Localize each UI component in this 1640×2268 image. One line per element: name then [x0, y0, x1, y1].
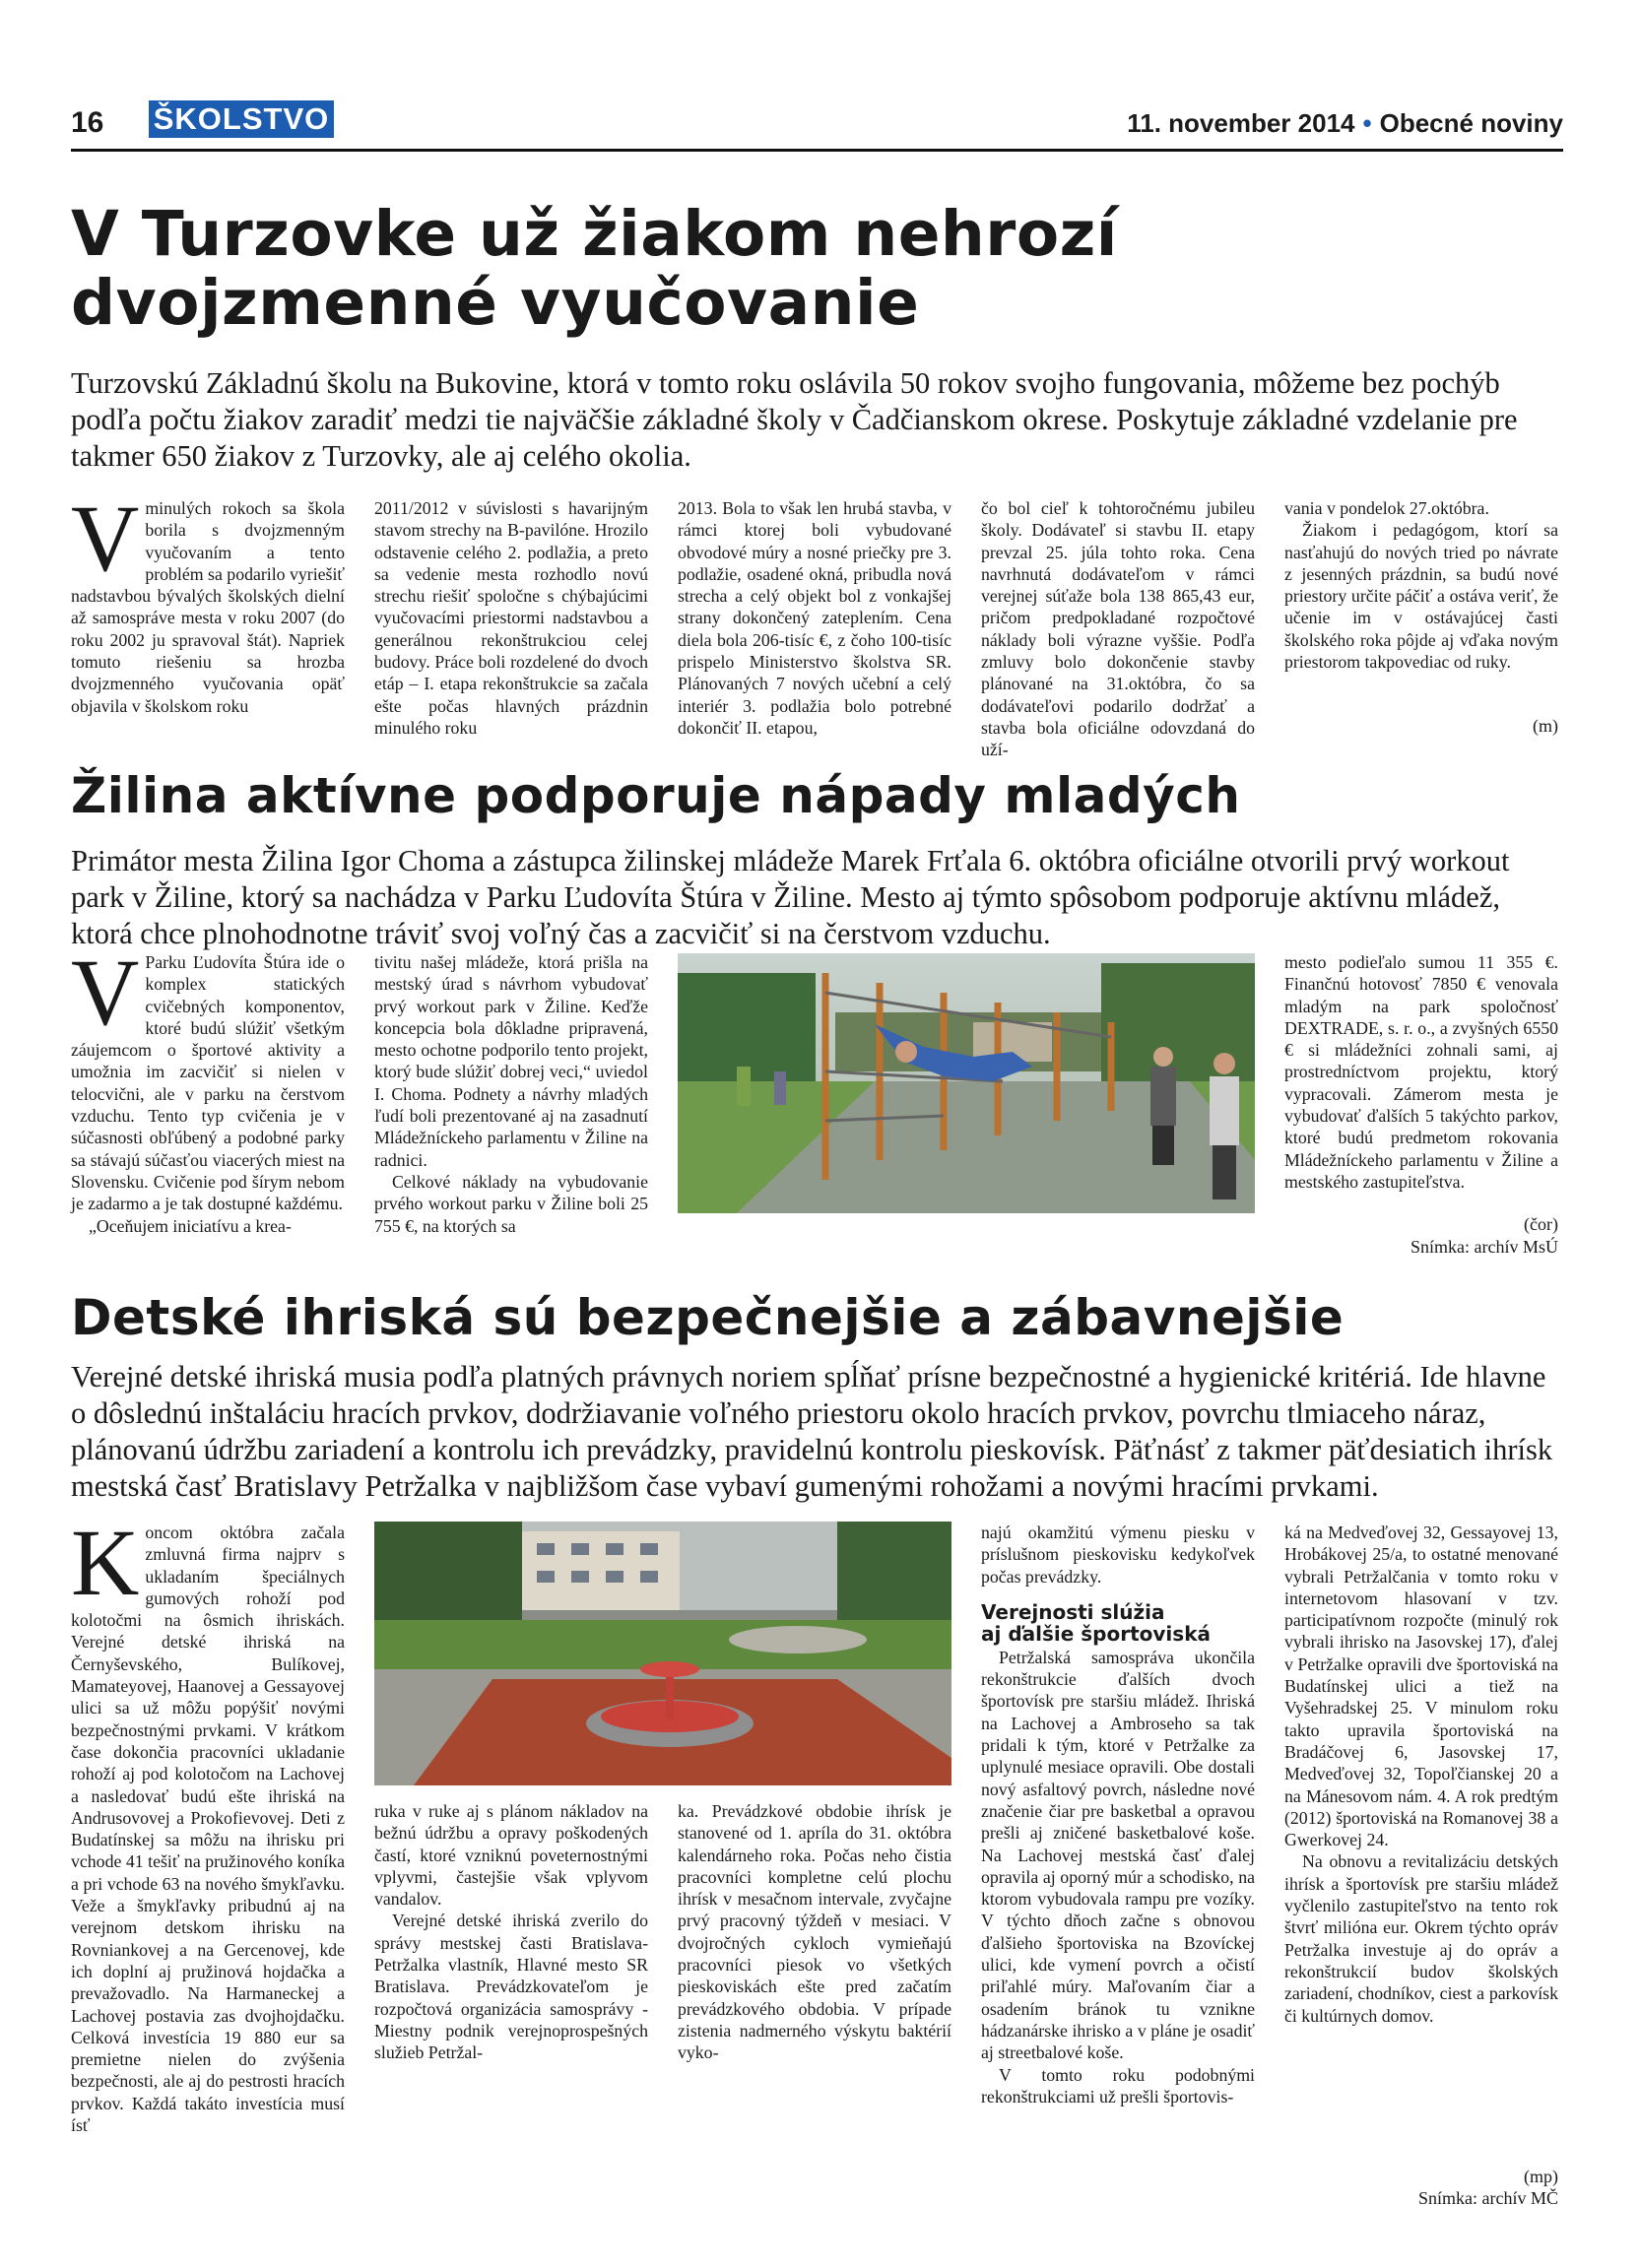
article1-col5 [1284, 497, 1558, 673]
header-separator: • [1362, 108, 1372, 138]
article3-dropcap: K [71, 1510, 140, 1615]
article3-col1-text: oncom októbra začala zmluvná firma najprv s ukladaním špeciálnych gumových rohoží pod kolotočmi na ôsmich ihriskách. Verejné detské ihriská na Černyševského, Bulíkovej, Mamateyovej, Haanovej a Gessayovej ulici sa už môžu popýšiť novými bezpečnostnými prvkami. V krátkom čase dokončia pracovníci ukladanie rohoží aj pod kolotočom na Lachovej a nasledovať budú ešte ihriská na Andrusovovej a Prokofievovej. Deti z Budatínskej sa môžu na ihrisku pri vchode 41 tešiť na pružinového koníka a pri vchode 63 na nového šmykľavku. Veže a šmykľavky pribudnú aj na verejnom detskom ihrisku na Rovniankovej a na Gercenovej, kde ich doplní aj pružinová hojdačka a prevažovadlo. Na Harmaneckej a Lachovej postavia zas dvojhojdačku. Celková investícia 19 880 eur sa premietne nielen do zvýšenia bezpečnosti, ale aj do pestrosti hracích prvkov. Každá takáto investícia musí ísť [71, 1523, 345, 2136]
article1-col5-p2: Žiakom i pedagógom, ktorí sa nasťahujú do nových tried po návrate z jesenných prázdnin, sa budú nové priestory určite páčiť a ostáva veriť, že učenie im v ostávajúcej časti školského roka pôjde aj vďaka novým priestorom takpovediac od ruky. [1284, 520, 1558, 673]
article1-dropcap: V [71, 486, 140, 591]
section-label: ŠKOLSTVO [149, 100, 334, 138]
playground-photo [374, 1522, 951, 1785]
article3-col4 [981, 1522, 1255, 2107]
article3-lead: Verejné detské ihriská musia podľa platných právnych noriem spĺňať prísne bezpečnostné a hygienické kritériá. Ide hlavne o dôslednú inštaláciu hracích prvkov, dodržiavanie voľného priestoru okolo hracích prvkov, povrchu tlmiaceho náraz, plánovanú údržbu zariadení a kontrolu ich prevádzky, pravidelnú kontrolu pieskovísk. Päťnásť z takmer päťdesiatich ihrísk mestská časť Bratislavy Petržalka v najbližšom čase vybaví gumenými rohožami a novými hracími prvkami. [71, 1360, 1553, 1503]
article3-subhead [981, 1601, 1255, 1645]
publication-name: Obecné noviny [1379, 108, 1563, 138]
workout-park-photo [678, 953, 1255, 1213]
article1-signature: (m) [1533, 716, 1558, 736]
page-number: 16 [71, 106, 104, 139]
article3-signature: (mp) [1524, 2167, 1558, 2186]
article3-headline: Detské ihriská sú bezpečnejšie a zábavnejšie [71, 1289, 1345, 1346]
article3-col4-p1: najú okamžitú výmenu piesku v príslušnom pieskovisku kedykoľvek počas prevádzky. [981, 1523, 1255, 1587]
article3-subhead-line1: Verejnosti slúžia [981, 1599, 1165, 1624]
article3-col1 [71, 1510, 345, 2136]
header-dateline [1127, 108, 1563, 139]
article1-col3: 2013. Bola to však len hrubá stavba, v rámci ktorej boli vybudované obvodové múry a nosné priečky pre 3. podlažie, osadené okná, pribudla nová strecha a celý objekt bol z vonkajšej strany dokončený zateplením. Cena diela bola 206-tisíc €, z čoho 100-tisíc prispelo Ministerstvo školstva SR. Plánovaných 7 nových učební a celý interiér 3. podlažia bolo potrebné dokončiť II. etapou, [678, 498, 951, 738]
article2-col1-text: Parku Ľudovíta Štúra ide o komplex statických cvičebných komponentov, ktoré budú slúžiť všetkým záujemcom o športové aktivity a umožnia im zacvičiť si nielen v telocvični, ale v parku na čerstvom vzduchu. Tento typ cvičenia je v súčasnosti obľúbený a podobné parky sa stávajú súčasťou viacerých miest na Slovensku. Cvičenie pod šírym nebom je zadarmo a je tak dostupné každému. [71, 952, 345, 1214]
playground-photo-image [374, 1522, 951, 1785]
article3-col2-p2: Verejné detské ihriská zverilo do správy mestskej časti Bratislava-Petržalka vlastník, Hlavné mesto SR Bratislava. Prevádzkovateľom je rozpočtová organizácia samosprávy - Miestny podnik verejnoprospešných služieb Petržal- [374, 1911, 648, 2063]
article2-col3: mesto podieľalo sumou 11 355 €. Finančnú hotovosť 7850 € venovala mladým na park spoločnosť DEXTRADE, s. r. o., a zvyšných 6550 € si mládežníci zohnali sami, aj prostredníctvom projektu, ktorý vypracovali. Zámerom mesta je vybudovať ďalších 5 takýchto parkov, ktoré budú predmetom rokovania Mládežníckeho parlamentu v Žiline a mestského zastupiteľstva. [1284, 952, 1558, 1192]
workout-photo-image [678, 953, 1255, 1213]
article3-col5-p2: Na obnovu a revitalizáciu detských ihrísk a športovísk pre staršiu mládež vyčlenilo zastupiteľstvo na tento rok štvrť milióna eur. Okrem týchto opráv Petržalka investuje aj do opráv a rekonštrukcií budov školských zariadení, chodníkov, ciest a parkovísk či kultúrnych domov. [1284, 1851, 1558, 2026]
article1-col1 [71, 486, 345, 717]
article2-col2-p1: tivitu našej mládeže, ktorá prišla na mestský úrad s návrhom vybudovať prvý workout park v Žiline. Keďže koncepcia bola dôkladne pripravená, mesto ochotne podporilo tento projekt, ktorý bude slúžiť dobrej veci,“ uviedol I. Choma. Podnety a návrhy mladých ľudí boli prezentované aj na zasadnutí Mládežníckeho parlamentu v Žiline na radnici. [374, 952, 648, 1170]
article1-col4: čo bol cieľ k tohtoročnému jubileu školy. Dodávateľ si stavbu II. etapy prevzal 25. júla tohto roka. Cena navrhnutá dodávateľom v rámci verejnej súťaže bola 138 865,43 eur, pričom predpokladané rozpočtové náklady boli výrazne vyššie. Podľa zmluvy bolo dokončenie stavby plánované na 31.októbra, čo sa dodávateľovi podarilo dodržať a stavba bola oficiálne odovzdaná do uží- [981, 498, 1255, 760]
article2-lead: Primátor mesta Žilina Igor Choma a zástupca žilinskej mládeže Marek Frťala 6. októbra oficiálne otvorili prvý workout park v Žiline, ktorý sa nachádza v Parku Ľudovíta Štúra v Žiline. Mesto aj týmto spôsobom podporuje aktívnu mládež, ktorá chce plnohodnotne tráviť svoj voľný čas a zacvičiť si na čerstvom vzduchu. [71, 844, 1510, 950]
article1-headline-line1: V Turzovke už žiakom nehrozí [71, 198, 1118, 270]
article3-subhead-line2: aj ďalšie športoviská [981, 1621, 1211, 1646]
article1-lead: Turzovskú Základnú školu na Bukovine, ktorá v tomto roku oslávila 50 rokov svojho fungovania, môžeme bez pochýb podľa počtu žiakov zaradiť medzi tie najväčšie základné školy v Čadčianskom okrese. Poskytuje základné vzdelanie pre takmer 650 žiakov z Turzovky, ale aj celého okolia. [71, 366, 1518, 473]
article1-headline [71, 200, 1118, 338]
article2-signature: (čor) [1524, 1214, 1558, 1234]
article3-col5-p1: ká na Medveďovej 32, Gessayovej 13, Hrobákovej 25/a, to ostatné menované vybrali Petržalčania v tomto roku v internetovom hlasovaní v tzv. participatívnom rozpočte (minulý rok vybrali ihrisko na Jasovskej 17), ďalej v Petržalke opravili dve športoviská na Budatínskej ulici a tiež na Vyšehradskej 25. V minulom roku takto upravila športoviská na Bradáčovej 6, Jasovskej 17, Medveďovej 32, Topoľčianskej 20 a na Mánesovom nám. 4. A rok predtým (2012) športoviská na Romanovej 38 a Gwerkovej 24. [1284, 1523, 1558, 1850]
article2-col1 [71, 940, 345, 1237]
article3-col2-p1: ruka v ruke aj s plánom nákladov na bežnú údržbu a opravy poškodených častí, ktoré vzniknú poveternostnými vplyvmi, častejšie však vplyvom vandalov. [374, 1801, 648, 1910]
article1-col1-text: minulých rokoch sa škola borila s dvojzmenným vyučovaním a tento problém sa podarilo vyriešiť nadstavbou bývalých školských dielní až samospráve mesta v roku 2007 (do roku 2002 ju spravoval štát). Napriek tomuto riešeniu sa hrozba dvojzmenného vyučovania opäť objavila v školskom roku [71, 498, 345, 716]
article3-col4-p3: V tomto roku podobnými rekonštrukciami už prešli športovis- [981, 2064, 1255, 2106]
article3-photo-credit: Snímka: archív MČ [1418, 2188, 1558, 2208]
article2-col2 [374, 951, 648, 1237]
article2-dropcap: V [71, 940, 140, 1045]
article2-col2-p2: Celkové náklady na vybudovanie prvého workout parku v Žiline boli 25 755 €, na ktorých sa [374, 1171, 648, 1236]
article3-col3: ka. Prevádzkové obdobie ihrísk je stanovené od 1. apríla do 31. októbra kalendárneho roka. Počas neho čistia pracovníci kompletne celú plochu ihrísk v mesačnom intervale, zvyčajne prvý pracovný týždeň v mesiaci. V dvojročných cykloch vymieňajú pracovníci piesok vo všetkých pieskoviskách ešte pred začatím prevádzkového obdobia. V prípade zistenia nadmerného výskytu baktérií vyko- [678, 1801, 951, 2063]
article1-headline-line2: dvojzmenné vyučovanie [71, 267, 920, 339]
article2-col1-p2: „Oceňujem iniciatívu a krea- [89, 1215, 292, 1236]
article3-col2 [374, 1800, 648, 2064]
article1-col5-p1: vania v pondelok 27.októbra. [1284, 498, 1489, 518]
article3-col5 [1284, 1522, 1558, 2027]
article1-col2: 2011/2012 v súvislosti s havarijným stavom strechy na B-pavilóne. Hrozilo odstavenie celého 2. podlažia, a preto sa vedenie mesta rozhodlo novú strechu riešiť spoločne s chýbajúcimi vyučovacími priestormi nadstavbou a generálnou rekonštrukciou celej budovy. Práce boli rozdelené do dvoch etáp – I. etapa rekonštrukcie sa začala ešte počas hlavných prázdnin minulého roku [374, 498, 648, 738]
article2-photo-credit: Snímka: archív MsÚ [1410, 1237, 1558, 1257]
article3-col4-p2: Petržalská samospráva ukončila rekonštrukcie ďalších dvoch športovísk pre staršiu mládež. Ihriská na Lachovej a Ambroseho sa tak pridali k tým, ktoré v Petržalke za uplynulé mesiace opravili. Obe dostali nový asfaltový povrch, následne nové značenie čiar pre basketbal a opravou prešli aj zničené basketbalové koše. Na Lachovej mestská časť ďalej opravila aj oporný múr a schodisko, na ktorom vybudovala rampu pre vozíky. V týchto dňoch začne s obnovou ďalšieho športoviska na Bzovíckej ulici, kde vymení povrch a očistí priľahlé múry. Maľovaním čiar a osadením bránok tu vznikne hádzanárske ihrisko a v pláne je osadiť aj streetbalové koše. [981, 1647, 1255, 2063]
issue-date: 11. november 2014 [1127, 108, 1355, 138]
article2-headline: Žilina aktívne podporuje nápady mladých [71, 767, 1241, 824]
header-rule [71, 149, 1563, 152]
